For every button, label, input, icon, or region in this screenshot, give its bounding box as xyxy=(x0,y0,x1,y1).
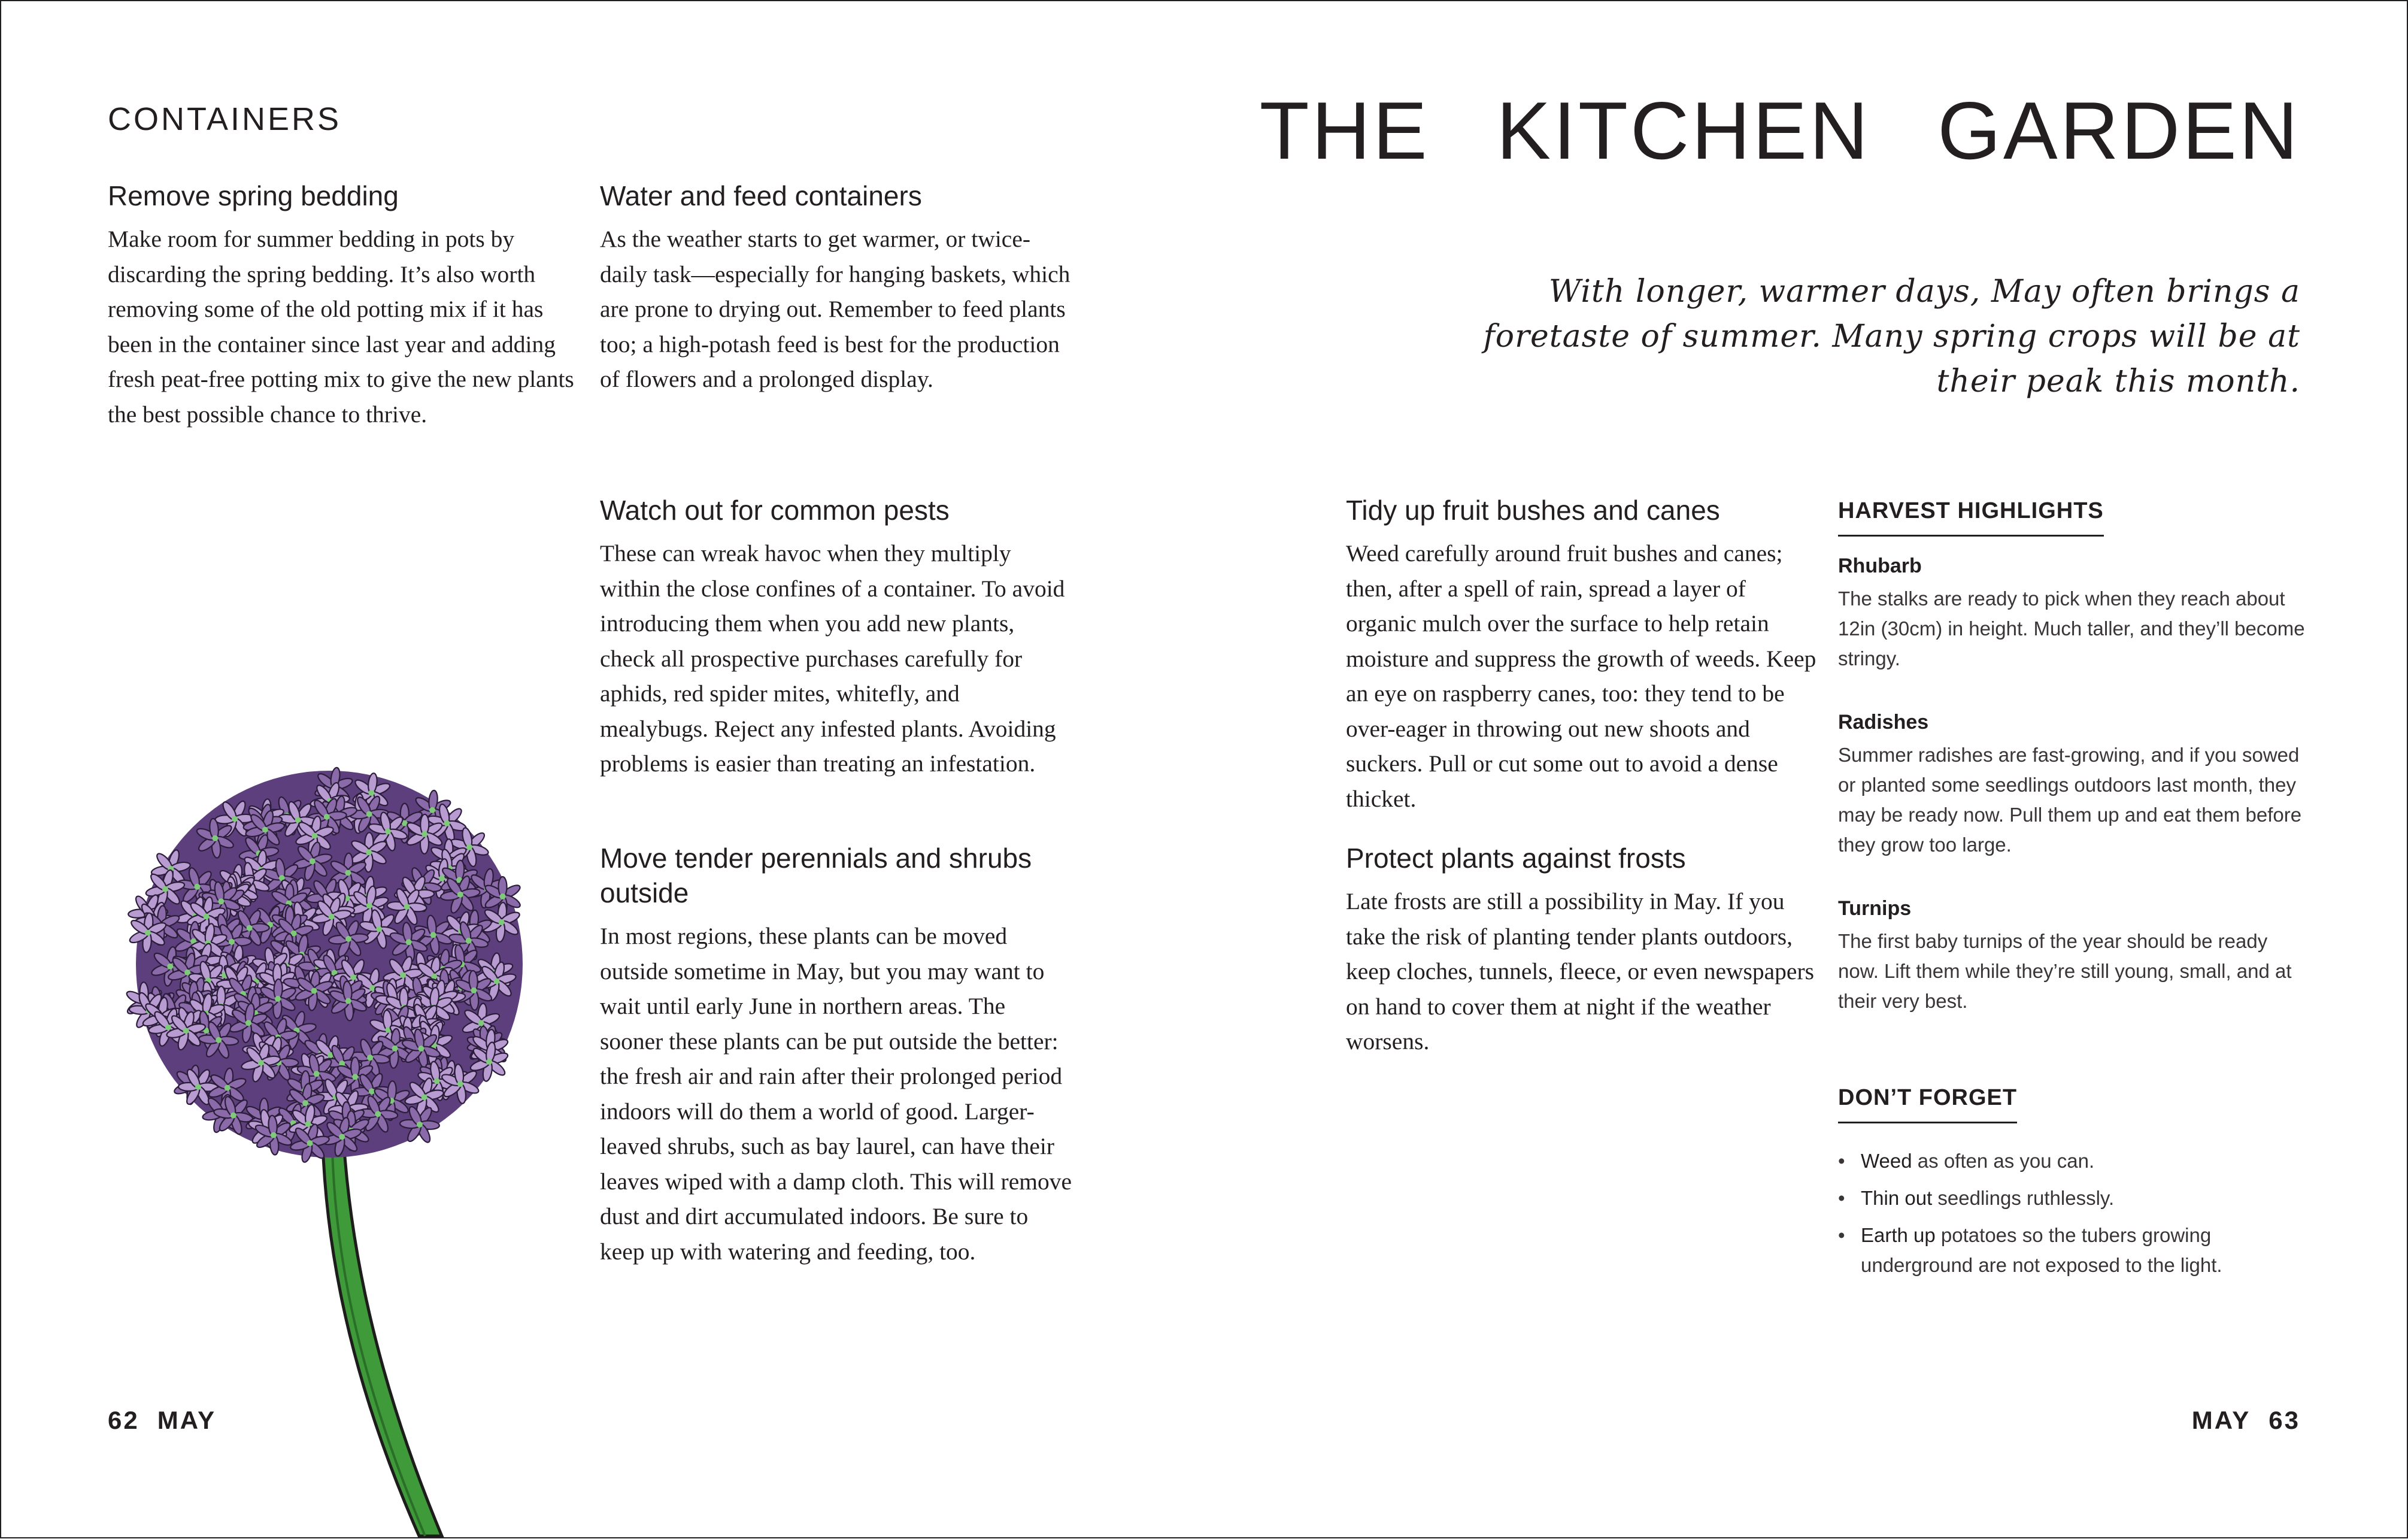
allium-floret-center xyxy=(366,902,372,908)
block-body: Make room for summer bedding in pots by discarding the spring bedding. It’s also worth removing some of the old potting mix if it has been in the container since last year and adding fresh peat-free potting mix to give the new plants the best possible chance to thrive. xyxy=(108,226,574,428)
allium-floret-center xyxy=(466,938,472,944)
allium-floret-center xyxy=(421,1094,427,1100)
allium-floret-center xyxy=(486,1059,492,1065)
allium-floret-center xyxy=(231,1113,236,1119)
allium-floret-center xyxy=(314,1071,320,1077)
allium-floret-center xyxy=(366,811,372,817)
allium-floret-center xyxy=(311,988,317,994)
allium-floret-center xyxy=(275,996,281,1002)
allium-floret-center xyxy=(417,1122,423,1128)
dont-forget-panel xyxy=(1838,1085,2305,1287)
allium-floret-center xyxy=(307,1140,313,1146)
page-folio-left xyxy=(108,1406,216,1435)
allium-floret-center xyxy=(271,1132,277,1138)
allium-floret-center xyxy=(434,1078,440,1084)
allium-floret-center xyxy=(218,898,224,904)
block-body: As the weather starts to get warmer, or twice-daily task—especially for hanging baskets, which are prone to drying out. Remember to feed plants too; a high-potash feed is best for the production of flowers and a prolonged display. xyxy=(600,226,1070,392)
allium-floret-center xyxy=(225,1085,231,1091)
harvest-item xyxy=(1838,711,2305,860)
allium-floret-center xyxy=(406,939,412,945)
page-number: 63 xyxy=(2269,1406,2300,1434)
allium-floret-center xyxy=(352,1074,358,1080)
list-item-keyword: Earth up xyxy=(1861,1224,1936,1246)
harvest-item-name: Radishes xyxy=(1838,711,1929,734)
allium-floret-center xyxy=(376,926,382,932)
text-block xyxy=(1346,493,1819,816)
allium-floret-center xyxy=(457,1081,463,1087)
chapter-intro: With longer, warmer days, May often brings a foretaste of summer. Many spring crops will be at their peak this month. xyxy=(1483,274,2300,399)
bullet-icon: • xyxy=(1838,1187,1845,1209)
page-folio-right xyxy=(2192,1406,2300,1435)
allium-floret-center xyxy=(439,875,445,881)
harvest-item xyxy=(1838,897,2305,1016)
allium-floret-center xyxy=(183,1028,189,1034)
allium-floret-center xyxy=(229,939,235,945)
page-month: MAY xyxy=(2191,1406,2251,1434)
allium-floret-center xyxy=(350,974,356,980)
page-month: MAY xyxy=(157,1406,217,1434)
list-item xyxy=(1838,1183,2305,1213)
list-item xyxy=(1838,1220,2305,1280)
text-block xyxy=(600,841,1073,1269)
allium-floret-center xyxy=(400,972,406,978)
allium-floret-center xyxy=(324,814,330,820)
allium-floret-center xyxy=(302,1100,308,1106)
block-body: Weed carefully around fruit bushes and canes; then, after a spell of rain, spread a layer of organic mulch over the surface to help retain moisture and suppress the growth of weeds. Keep an eye on raspberry canes, too: they tend to be over-eager in throwing out new shoots and suckers. Pull or cut some out to avoid a dense thicket. xyxy=(1346,540,1816,812)
list-item xyxy=(1838,1146,2305,1176)
allium-floret-center xyxy=(305,1121,311,1127)
allium-floret-center xyxy=(471,987,477,993)
harvest-item-text: The stalks are ready to pick when they reach about 12in (30cm) in height. Much taller, and they’ll become stringy. xyxy=(1838,587,2305,669)
text-block xyxy=(108,178,575,432)
allium-floret-center xyxy=(162,886,168,892)
allium-floret-center xyxy=(247,925,253,931)
block-heading: Move tender perennials and shrubs outside xyxy=(600,843,1032,908)
allium-floret-center xyxy=(311,833,317,839)
allium-floret-center xyxy=(167,964,173,970)
allium-floret-center xyxy=(258,1060,264,1066)
allium-floret-center xyxy=(329,914,335,920)
allium-floret-center xyxy=(429,807,435,813)
dont-forget-heading: DON’T FORGET xyxy=(1838,1085,2017,1123)
harvest-heading: HARVEST HIGHLIGHTS xyxy=(1838,498,2104,537)
harvest-item-name: Turnips xyxy=(1838,897,1912,920)
allium-flower-head xyxy=(125,767,523,1164)
allium-floret-center xyxy=(367,1055,373,1061)
block-body: In most regions, these plants can be moved outside sometime in May, but you may want to wait until early June in northern areas. The sooner these plants can be put outside the better: the fresh air and rain after their prolonged period indoors will do them a world of good. Larger-leaved shrubs, such as bay laurel, can have their leaves wiped with a damp cloth. This will remove dust and dirt accumulated indoors. Be sure to keep up with watering and feeding, too. xyxy=(600,923,1072,1265)
allium-floret-center xyxy=(392,1046,398,1052)
allium-floret-center xyxy=(345,870,351,876)
allium-floret-center xyxy=(368,790,374,796)
allium-floret-center xyxy=(418,1046,424,1052)
harvest-highlights-panel xyxy=(1838,498,2305,1016)
block-body: These can wreak havoc when they multiply within the close confines of a container. To avoid introducing them when you add new plants, check all prospective purchases carefully for aphids, red spider mites, whitefly, and mealybugs. Reject any infested plants. Avoiding problems is easier than treating an infestation. xyxy=(600,540,1065,777)
allium-floret-center xyxy=(404,904,410,910)
text-block xyxy=(600,178,1073,397)
block-body: Late frosts are still a possibility in May. If you take the risk of planting tender plants outdoors, keep cloches, tunnels, fleece, or even newspapers on hand to cover them at night if the weather worsens. xyxy=(1346,888,1814,1055)
allium-floret-center xyxy=(494,978,500,984)
text-block xyxy=(1346,841,1819,1059)
allium-floret-center xyxy=(345,998,351,1004)
bullet-icon: • xyxy=(1838,1224,1845,1246)
allium-floret-center xyxy=(165,1025,171,1031)
allium-floret-center xyxy=(385,829,391,835)
allium-floret-center xyxy=(145,930,151,936)
block-heading: Protect plants against frosts xyxy=(1346,843,1686,874)
list-item-keyword: Thin out xyxy=(1861,1187,1933,1209)
allium-floret-center xyxy=(444,820,450,826)
allium-stem xyxy=(322,1120,442,1536)
harvest-item-text: The first baby turnips of the year should be ready now. Lift them while they’re still young, small, and at their very best. xyxy=(1838,930,2292,1012)
allium-floret-center xyxy=(339,1134,345,1140)
harvest-item-text: Summer radishes are fast-growing, and if you sowed or planted some seedlings outdoors last month, they may be ready now. Pull them up and eat them before they grow too large. xyxy=(1838,744,2302,856)
block-heading: Watch out for common pests xyxy=(600,495,950,526)
block-heading: Tidy up fruit bushes and canes xyxy=(1346,495,1720,526)
list-item-text: as often as you can. xyxy=(1912,1150,2095,1172)
allium-floret-center xyxy=(212,835,218,841)
allium-floret-center xyxy=(375,1111,381,1117)
list-item-keyword: Weed xyxy=(1861,1150,1912,1172)
bullet-icon: • xyxy=(1838,1150,1845,1172)
harvest-item xyxy=(1838,555,2305,674)
allium-floret-center xyxy=(430,932,436,938)
allium-floret-center xyxy=(310,858,316,864)
dont-forget-list xyxy=(1838,1146,2305,1280)
allium-floret-center xyxy=(203,913,209,919)
list-item-text: potatoes so the tubers growing underground are not exposed to the light. xyxy=(1861,1224,2222,1276)
allium-floret-center xyxy=(262,827,268,833)
text-block xyxy=(600,493,1073,781)
allium-floret-center xyxy=(216,1037,222,1043)
allium-floret-center xyxy=(498,919,504,925)
allium-floret-center xyxy=(466,844,472,850)
list-item-text: seedlings ruthlessly. xyxy=(1932,1187,2115,1209)
allium-floret-center xyxy=(369,1088,375,1094)
block-heading: Water and feed containers xyxy=(600,180,922,211)
allium-floret-center xyxy=(366,849,372,855)
allium-floret-center xyxy=(194,884,200,890)
harvest-item-name: Rhubarb xyxy=(1838,555,1922,577)
allium-floret-center xyxy=(478,1020,484,1026)
page-number: 62 xyxy=(108,1406,139,1434)
allium-floret-center xyxy=(245,1020,251,1026)
allium-floret-center xyxy=(457,892,463,898)
allium-floret-center xyxy=(195,1084,201,1090)
chapter-title: THE KITCHEN GARDEN xyxy=(1259,85,2300,176)
allium-floret-center xyxy=(232,816,238,822)
allium-floret-center xyxy=(500,893,506,899)
section-label: CONTAINERS xyxy=(108,101,342,137)
block-heading: Remove spring bedding xyxy=(108,180,399,211)
allium-floret-center xyxy=(345,936,351,942)
allium-floret-center xyxy=(421,831,427,837)
